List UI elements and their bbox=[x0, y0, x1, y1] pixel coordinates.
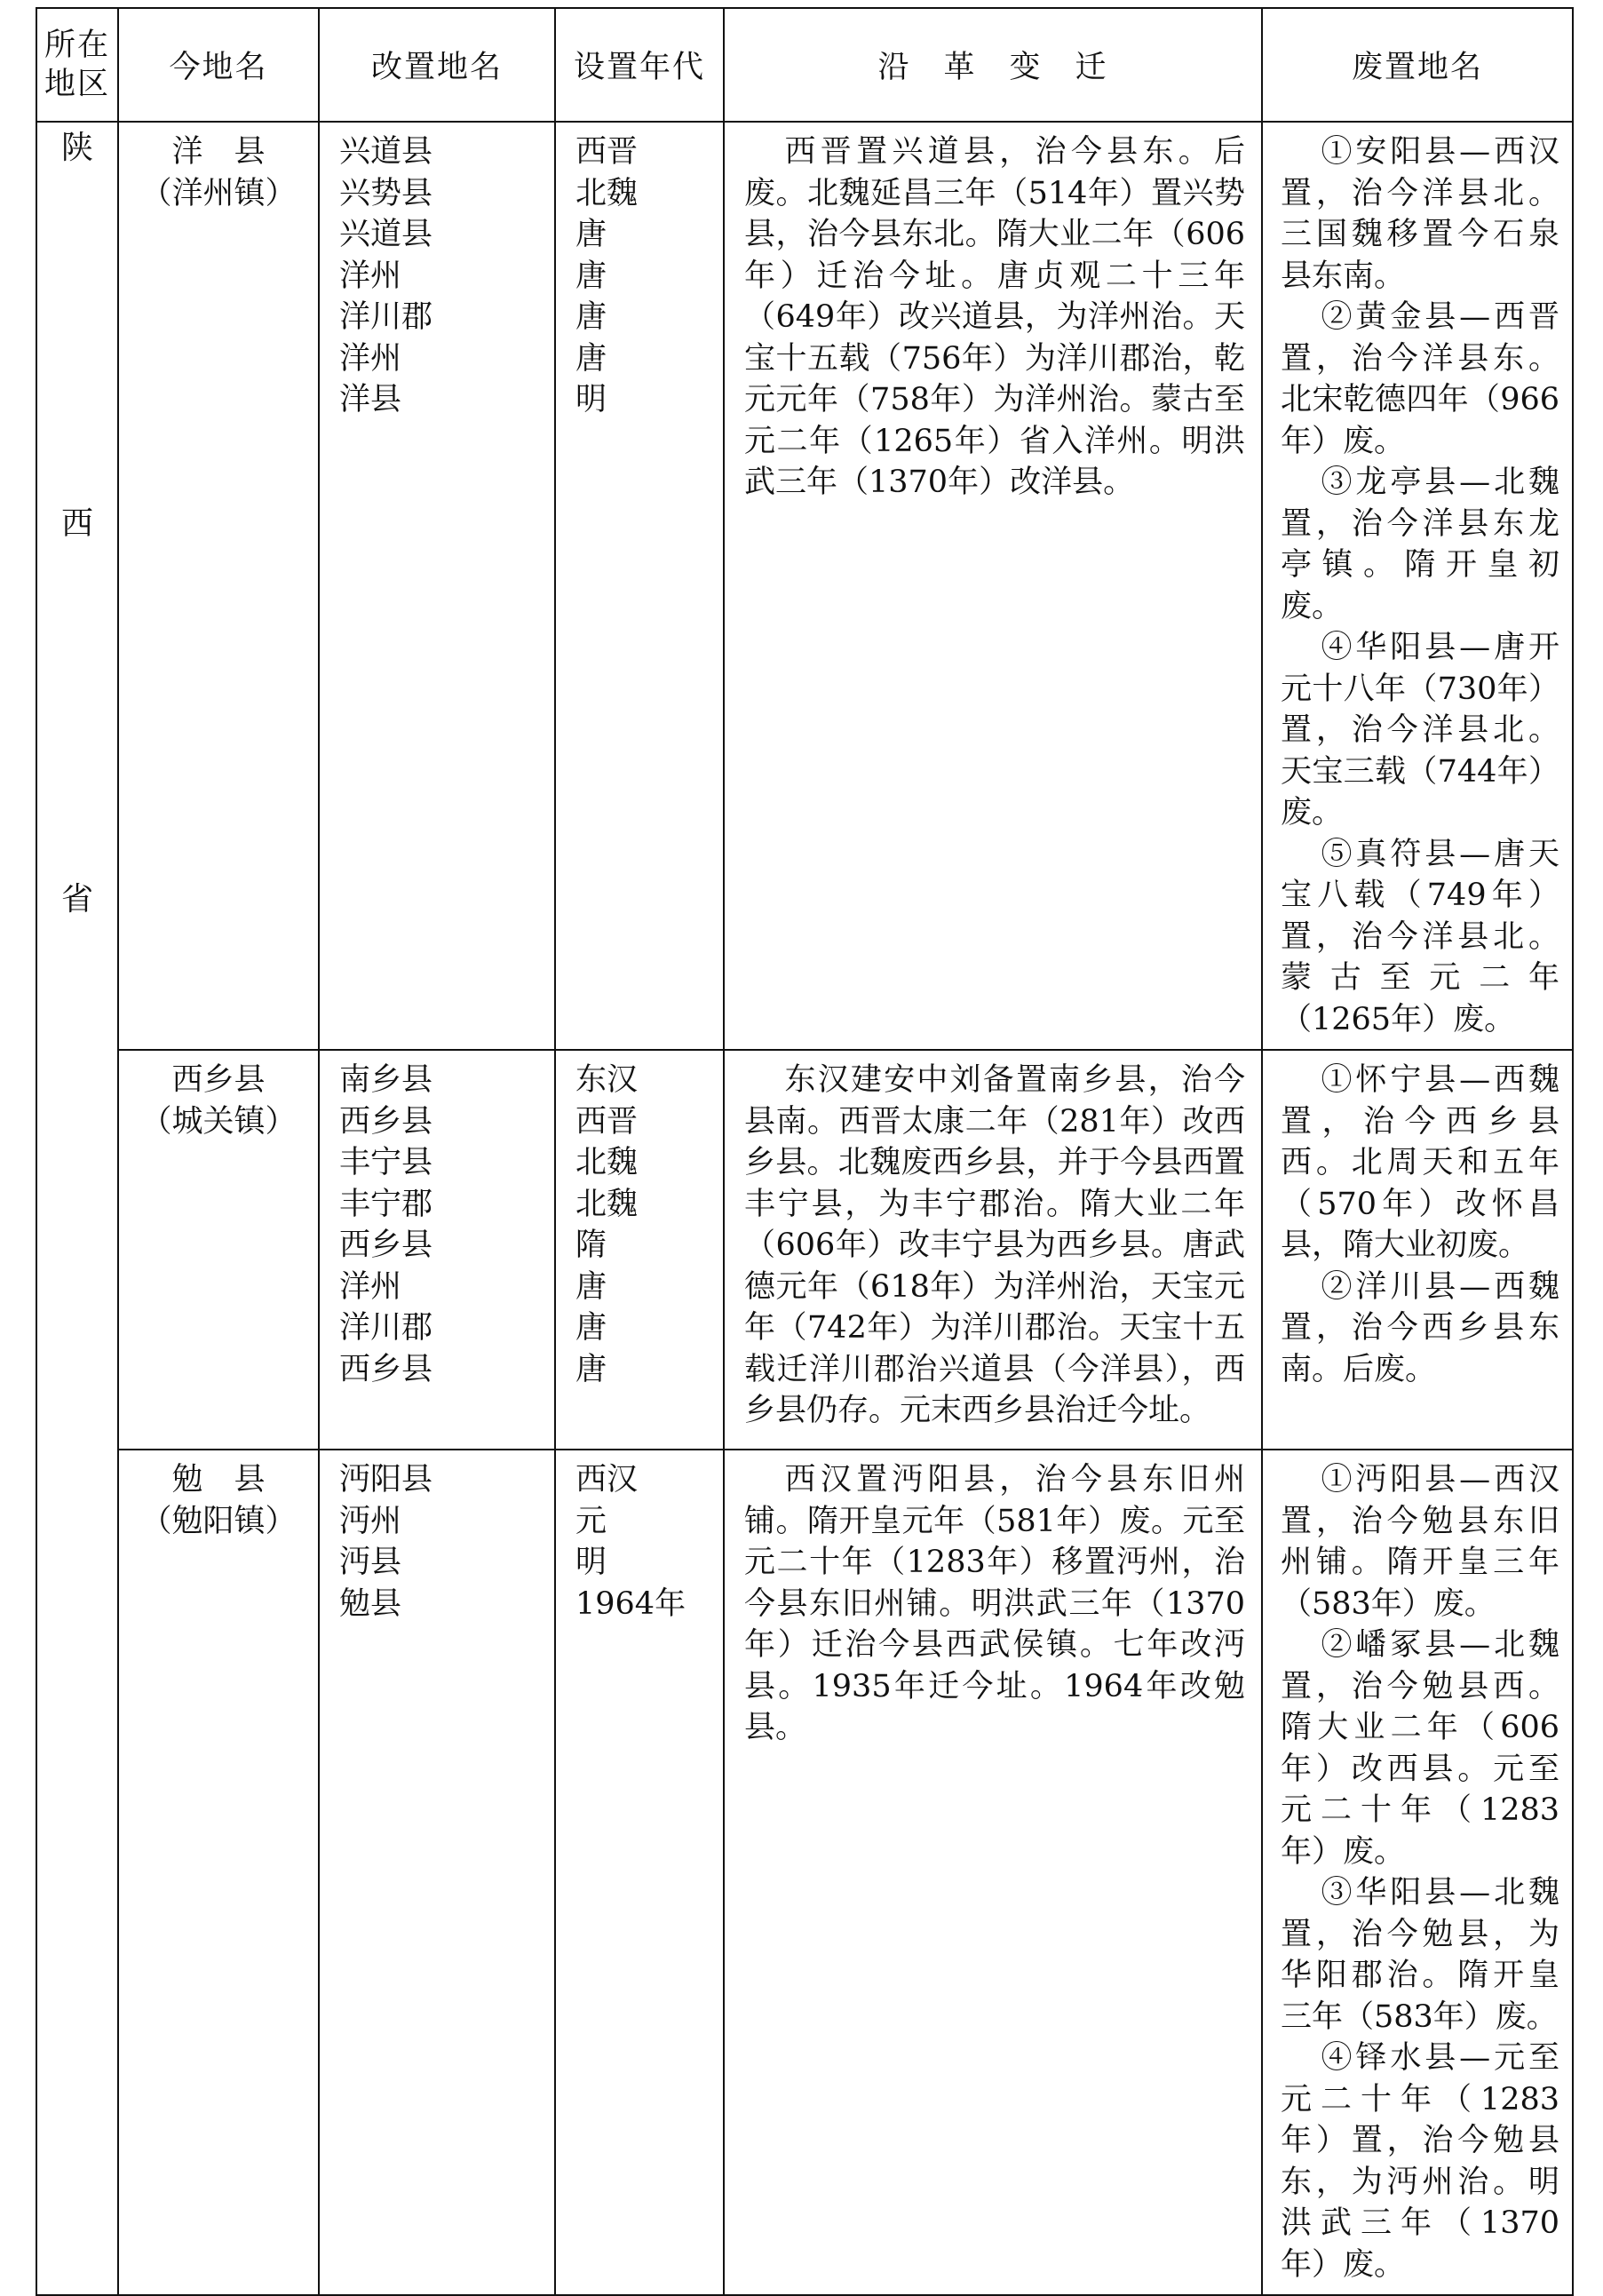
abolished-cell bbox=[1262, 1450, 1573, 2295]
county-seat: （洋州镇） bbox=[140, 175, 297, 211]
header-evolution: 沿 革 变 迁 bbox=[724, 8, 1262, 122]
header-abolished: 废置地名 bbox=[1262, 8, 1573, 122]
former-name: 沔州 bbox=[339, 1503, 402, 1539]
era-cell bbox=[555, 1050, 724, 1450]
era-value: 1964年 bbox=[575, 1585, 686, 1622]
abolished-entry: ②黄金县—西晋置，治今洋县东。北宋乾德四年（966年）废。 bbox=[1281, 299, 1559, 459]
modern-name: 洋 县 bbox=[171, 134, 266, 170]
former-name: 兴道县 bbox=[339, 134, 433, 170]
former-names-cell bbox=[319, 122, 555, 1050]
era-value: 唐 bbox=[575, 340, 607, 377]
evolution-text: 西汉置沔阳县，治今县东旧州铺。隋开皇元年（581年）废。元至元二十年（1283年）移置沔州，治今县东旧州铺。明洪武三年（1370年）迁治今县西武侯镇。七年改沔县。1935年迁今址。1964年改勉县。 bbox=[744, 1462, 1245, 1745]
abolished-entry: ①沔阳县—西汉置，治今勉县东旧州铺。隋开皇三年（583年）废。 bbox=[1281, 1462, 1559, 1622]
era-value: 北魏 bbox=[575, 1186, 639, 1222]
county-seat: （城关镇） bbox=[140, 1103, 297, 1140]
era-value: 东汉 bbox=[575, 1062, 639, 1098]
evolution-text: 西晋置兴道县，治今县东。后废。北魏延昌三年（514年）置兴势县，治今县东北。隋大业二年（606年）迁治今址。唐贞观二十三年（649年）改兴道县，为洋州治。天宝十五载（756年）为洋川郡治，乾元元年（758年）为洋州治。蒙古至元二年（1265年）省入洋州。明洪武三年（1370年）改洋县。 bbox=[744, 134, 1245, 500]
former-name: 西乡县 bbox=[339, 1351, 433, 1387]
header-era: 设置年代 bbox=[555, 8, 724, 122]
abolished-entry: ①怀宁县—西魏置，治今西乡县西。北周天和五年（570年）改怀昌县，隋大业初废。 bbox=[1281, 1062, 1559, 1263]
abolished-entry: ④华阳县—唐开元十八年（730年）置，治今洋县北。天宝三载（744年）废。 bbox=[1281, 630, 1559, 830]
header-region: 所在 地区 bbox=[36, 8, 118, 122]
era-value: 唐 bbox=[575, 1268, 607, 1305]
evolution-cell bbox=[724, 1450, 1262, 2295]
abolished-entry: ⑤真符县—唐天宝八载（749年）置，治今洋县北。蒙古至元二年（1265年）废。 bbox=[1281, 836, 1559, 1037]
abolished-entry: ②洋川县—西魏置，治今西乡县东南。后废。 bbox=[1281, 1268, 1559, 1387]
former-name: 丰宁县 bbox=[339, 1145, 433, 1180]
evolution-cell bbox=[724, 122, 1262, 1050]
modern-name-cell bbox=[118, 122, 319, 1050]
era-value: 明 bbox=[575, 382, 607, 417]
era-value: 北魏 bbox=[575, 1145, 639, 1180]
abolished-entry: ②嶓冢县—北魏置，治今勉县西。隋大业二年（606年）改西县。元至元二十年（1283年）废。 bbox=[1281, 1627, 1559, 1870]
region-char: 西 bbox=[60, 505, 93, 542]
former-name: 洋川郡 bbox=[339, 299, 433, 335]
former-name: 沔阳县 bbox=[339, 1462, 433, 1498]
abolished-entry: ①安阳县—西汉置，治今洋县北。三国魏移置今石泉县东南。 bbox=[1281, 134, 1559, 294]
era-value: 明 bbox=[575, 1545, 607, 1580]
abolished-cell bbox=[1262, 1050, 1573, 1450]
modern-name: 西乡县 bbox=[171, 1062, 266, 1098]
former-name: 洋州 bbox=[339, 340, 402, 377]
era-cell bbox=[555, 122, 724, 1050]
era-value: 西晋 bbox=[575, 134, 639, 170]
county-seat: （勉阳镇） bbox=[140, 1503, 297, 1539]
former-name: 南乡县 bbox=[339, 1062, 433, 1098]
abolished-entry: ④铎水县—元至元二十年（1283年）置，治今勉县东，为沔州治。明洪武三年（1370年）废。 bbox=[1281, 2040, 1559, 2283]
region-char: 省 bbox=[60, 881, 93, 918]
era-value: 北魏 bbox=[575, 175, 639, 211]
former-names-cell bbox=[319, 1450, 555, 2295]
former-name: 洋县 bbox=[339, 382, 402, 417]
history-table bbox=[36, 7, 1574, 2296]
table-row bbox=[36, 1050, 1573, 1450]
former-name: 沔县 bbox=[339, 1545, 402, 1580]
modern-name-cell bbox=[118, 1450, 319, 2295]
era-value: 元 bbox=[575, 1503, 607, 1539]
former-name: 兴道县 bbox=[339, 217, 433, 252]
header-modern-name: 今地名 bbox=[118, 8, 319, 122]
era-value: 唐 bbox=[575, 258, 607, 294]
abolished-entry: ③龙亭县—北魏置，治今洋县东龙亭镇。隋开皇初废。 bbox=[1281, 465, 1559, 624]
former-name: 西乡县 bbox=[339, 1227, 433, 1263]
era-value: 唐 bbox=[575, 1351, 607, 1387]
former-name: 勉县 bbox=[339, 1585, 402, 1622]
era-value: 唐 bbox=[575, 1310, 607, 1346]
modern-name-cell bbox=[118, 1050, 319, 1450]
header-former-name: 改置地名 bbox=[319, 8, 555, 122]
era-value: 隋 bbox=[575, 1227, 607, 1263]
era-value: 唐 bbox=[575, 217, 607, 252]
region-cell bbox=[36, 122, 118, 2295]
evolution-text: 东汉建安中刘备置南乡县，治今县南。西晋太康二年（281年）改西乡县。北魏废西乡县，并于今县西置丰宁县，为丰宁郡治。隋大业二年（606年）改丰宁县为西乡县。唐武德元年（618年）为洋州治，天宝元年（742年）为洋川郡治。天宝十五载迁洋川郡治兴道县（今洋县），西乡县仍存。元末西乡县治迁今址。 bbox=[744, 1062, 1245, 1428]
header-row bbox=[36, 8, 1573, 122]
former-name: 丰宁郡 bbox=[339, 1186, 433, 1222]
table-row bbox=[36, 122, 1573, 1050]
former-name: 洋川郡 bbox=[339, 1310, 433, 1346]
modern-name: 勉 县 bbox=[171, 1462, 266, 1498]
era-value: 西晋 bbox=[575, 1103, 639, 1140]
era-cell bbox=[555, 1450, 724, 2295]
document-page bbox=[36, 7, 1574, 2296]
former-name: 洋州 bbox=[339, 1268, 402, 1305]
former-name: 洋州 bbox=[339, 258, 402, 294]
abolished-entry: ③华阳县—北魏置，治今勉县，为华阳郡治。隋开皇三年（583年）废。 bbox=[1281, 1875, 1559, 2035]
evolution-cell bbox=[724, 1050, 1262, 1450]
abolished-cell bbox=[1262, 122, 1573, 1050]
table-row bbox=[36, 1450, 1573, 2295]
former-name: 西乡县 bbox=[339, 1103, 433, 1140]
former-name: 兴势县 bbox=[339, 175, 433, 211]
era-value: 唐 bbox=[575, 299, 607, 335]
former-names-cell bbox=[319, 1050, 555, 1450]
region-char: 陕 bbox=[60, 130, 93, 166]
era-value: 西汉 bbox=[575, 1462, 639, 1498]
